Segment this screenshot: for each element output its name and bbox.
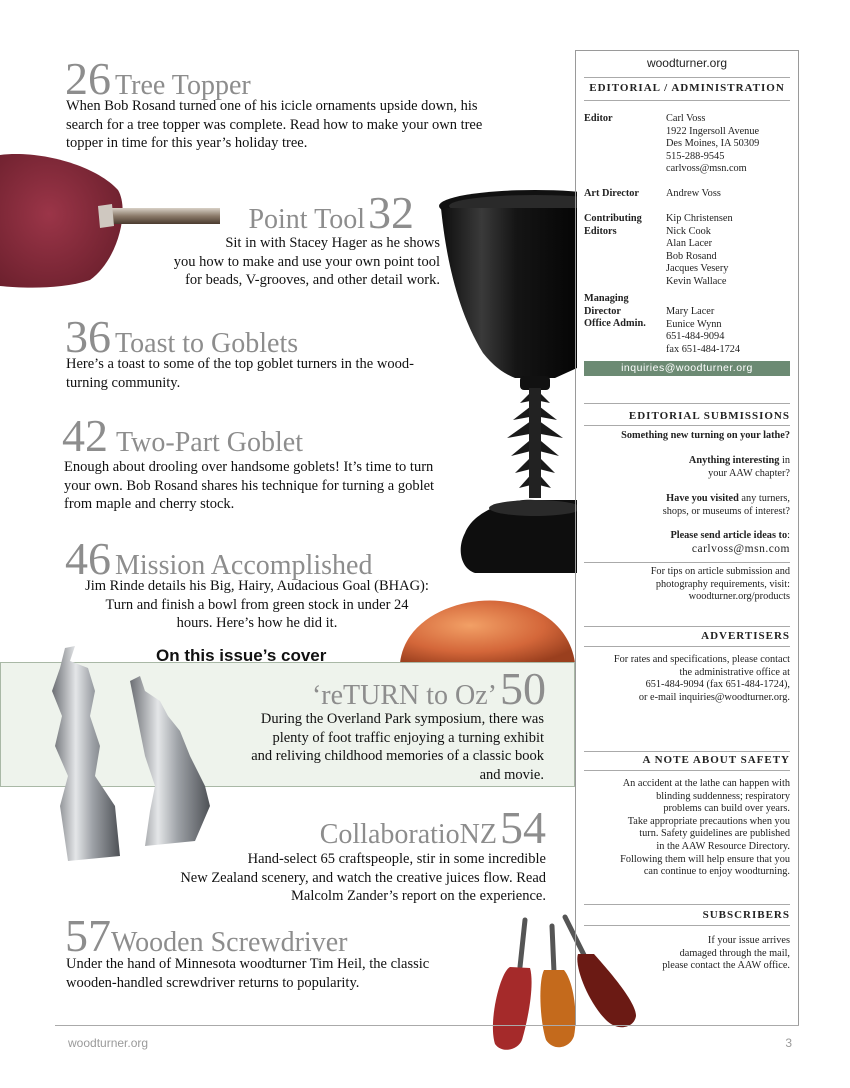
submissions-question-2 — [584, 455, 790, 480]
article-26-line: When Bob Rosand turned one of his icicle ornaments upside down, his — [66, 98, 478, 114]
article-46-description — [62, 577, 452, 633]
submissions-send-ideas — [584, 530, 790, 555]
cover-label: On this issue’s cover — [156, 646, 327, 665]
sidebar-divider — [584, 100, 790, 101]
submissions-question-1: Something new turning on your lathe? — [621, 430, 790, 441]
contributor-name: Alan Lacer — [666, 238, 713, 250]
article-36-heading[interactable] — [65, 311, 299, 362]
sidebar-divider — [584, 562, 790, 563]
article-42-line: Enough about drooling over handsome goblets! It’s time to turn — [64, 459, 434, 475]
sidebar-divider — [584, 646, 790, 647]
editor-email[interactable]: carlvoss@msn.com — [666, 163, 747, 175]
managing-director-contact — [666, 306, 796, 356]
tips-line: For tips on article submission and — [650, 566, 790, 577]
contributor-name: Kevin Wallace — [666, 275, 727, 287]
article-50-line: During the Overland Park symposium, there was — [260, 711, 544, 727]
article-46-page-number: 46 — [65, 533, 111, 584]
editor-name: Carl Voss — [666, 113, 706, 124]
article-46-title: Mission Accomplished — [115, 550, 373, 581]
advertisers-line: For rates and specifications, please contact — [613, 654, 790, 665]
editor-contact — [666, 113, 796, 176]
article-42-page-number: 42 — [62, 410, 108, 461]
article-36-page-number: 36 — [65, 311, 111, 362]
inquiries-email-bar[interactable]: inquiries@woodturner.org — [584, 361, 790, 376]
subscribers-info — [584, 935, 790, 973]
q3-rest: any turners, — [738, 493, 790, 504]
managing-director-label — [584, 293, 659, 331]
sidebar-divider — [584, 403, 790, 404]
sidebar-divider — [584, 925, 790, 926]
article-57-page-number: 57 — [65, 910, 111, 961]
office-phone: 651-484-9094 — [666, 331, 725, 343]
managing-label-line: Director — [584, 305, 621, 317]
q2-line2: your AAW chapter? — [708, 467, 790, 479]
managing-label-line: Office Admin. — [584, 318, 646, 330]
article-46-line: Turn and finish a bowl from green stock in under 24 — [105, 596, 409, 613]
article-36-line: Here’s a toast to some of the top goblet turners in the wood- — [66, 356, 414, 372]
article-50-line: and movie. — [479, 766, 544, 783]
contributing-editors-list — [666, 213, 796, 289]
safety-line: problems can build over years. — [663, 803, 790, 815]
article-42-line: your own. Bob Rosand shares his technique for turning a goblet — [64, 477, 435, 494]
article-26-page-number: 26 — [65, 53, 111, 104]
article-50-heading[interactable] — [250, 663, 546, 714]
sidebar-divider — [584, 77, 790, 78]
article-54-line: New Zealand scenery, and watch the creative juices flow. Read — [180, 869, 546, 886]
article-50-line: and reliving childhood memories of a classic book — [251, 748, 544, 764]
page-number: 3 — [785, 1036, 792, 1050]
safety-line: An accident at the lathe can happen with — [622, 778, 790, 789]
subscribers-heading: SUBSCRIBERS — [702, 909, 790, 921]
article-46-line: Jim Rinde details his Big, Hairy, Audacious Goal (BHAG): — [85, 578, 429, 594]
q2-rest: in — [779, 455, 790, 466]
article-32-page-number: 32 — [368, 187, 414, 238]
office-admin-name: Eunice Wynn — [666, 318, 722, 330]
article-54-page-number: 54 — [500, 802, 546, 853]
article-32-line: for beads, V-grooves, and other detail work. — [185, 272, 440, 288]
q2-bold: Anything interesting — [688, 455, 780, 466]
safety-line: blinding suddenness; respiratory — [656, 790, 790, 802]
sidebar-divider — [584, 751, 790, 752]
sidebar-site-link[interactable]: woodturner.org — [646, 56, 728, 70]
article-54-line: Hand-select 65 craftspeople, stir in some incredible — [247, 851, 546, 867]
article-50-line: plenty of foot traffic enjoying a turning exhibit — [272, 729, 544, 746]
article-26-line: search for a tree topper was complete. Read how to make your own tree — [66, 116, 483, 133]
article-26-description — [66, 97, 546, 153]
tips-line: photography requirements, visit: — [655, 578, 790, 590]
article-50-description — [200, 710, 544, 784]
article-26-line: topper in time for this year’s holiday tree. — [66, 135, 308, 151]
safety-note — [584, 778, 790, 879]
article-54-line: Malcolm Zander’s report on the experience. — [291, 888, 546, 904]
art-director-label: Art Director — [584, 188, 639, 199]
article-32-line: you how to make and use your own point tool — [173, 253, 440, 270]
send-ideas-label: Please send article ideas to — [670, 530, 788, 541]
article-36-description — [66, 355, 466, 392]
contributor-name: Jacques Vesery — [666, 263, 729, 275]
subscribers-line: damaged through the mail, — [679, 947, 790, 959]
article-54-heading[interactable] — [250, 802, 546, 853]
contributing-label-line: Contributing — [584, 213, 642, 224]
article-32-title: Point Tool — [248, 204, 365, 235]
article-46-heading[interactable] — [65, 533, 373, 584]
editorial-submissions-heading: EDITORIAL SUBMISSIONS — [628, 410, 790, 422]
article-32-heading[interactable] — [200, 187, 414, 238]
article-54-title: CollaboratioNZ — [319, 819, 497, 850]
tips-link[interactable]: woodturner.org/products — [688, 591, 790, 603]
contributing-label-line: Editors — [584, 225, 617, 237]
sidebar-divider — [584, 770, 790, 771]
article-36-line: turning community. — [66, 374, 181, 391]
managing-director-name: Mary Lacer — [666, 306, 715, 317]
editorial-admin-heading: EDITORIAL / ADMINISTRATION — [589, 82, 785, 94]
art-director-name: Andrew Voss — [666, 188, 721, 199]
safety-line: in the AAW Resource Directory. — [656, 840, 790, 852]
masthead-sidebar — [575, 50, 799, 1025]
subscribers-line: If your issue arrives — [707, 935, 790, 946]
footer-site-link[interactable]: woodturner.org — [68, 1036, 149, 1050]
contributor-name: Bob Rosand — [666, 250, 717, 262]
article-32-description — [110, 234, 440, 290]
advertisers-info — [584, 654, 790, 704]
article-54-description — [120, 850, 546, 906]
submission-tips — [584, 566, 790, 604]
contributor-name: Nick Cook — [666, 225, 711, 237]
article-32-line: Sit in with Stacey Hager as he shows — [225, 235, 440, 251]
editor-address: 1922 Ingersoll Avenue — [666, 125, 760, 137]
safety-line: Following them will help ensure that you — [620, 853, 790, 865]
article-36-title: Toast to Goblets — [115, 328, 299, 359]
contributing-editors-label — [584, 213, 659, 238]
article-42-line: from maple and cherry stock. — [64, 496, 235, 512]
advertisers-line: the administrative office at — [679, 666, 790, 678]
subscribers-line: please contact the AAW office. — [662, 960, 790, 972]
editor-city: Des Moines, IA 50309 — [666, 138, 760, 150]
article-50-page-number: 50 — [500, 663, 546, 714]
article-57-line: Under the hand of Minnesota woodturner Tim Heil, the classic — [66, 956, 430, 972]
contributor-name: Kip Christensen — [666, 213, 733, 224]
safety-line: can continue to enjoy woodturning. — [643, 866, 790, 878]
safety-heading: A NOTE ABOUT SAFETY — [642, 754, 790, 766]
safety-line: turn. Safety guidelines are published — [639, 828, 790, 840]
editor-phone: 515-288-9545 — [666, 150, 725, 162]
article-57-heading[interactable] — [65, 910, 348, 961]
article-42-heading[interactable] — [62, 410, 304, 461]
submissions-question-3 — [584, 493, 790, 518]
q3-bold: Have you visited — [666, 493, 739, 504]
safety-line: Take appropriate precautions when you — [627, 815, 790, 827]
article-26-heading[interactable] — [65, 53, 251, 104]
editor-label: Editor — [584, 113, 613, 124]
oz-sculpture-photo — [40, 646, 220, 866]
sidebar-divider — [584, 626, 790, 627]
advertisers-line: or e-mail inquiries@woodturner.org. — [638, 691, 790, 703]
article-57-title: Wooden Screwdriver — [111, 927, 348, 958]
article-57-line: wooden-handled screwdriver returns to popularity. — [66, 974, 360, 991]
send-ideas-colon: : — [787, 530, 790, 541]
office-fax: fax 651-484-1724 — [666, 343, 741, 355]
article-50-title: ‘reTURN to Oz’ — [311, 680, 497, 711]
advertisers-line: 651-484-9094 (fax 651-484-1724), — [645, 679, 790, 691]
advertisers-heading: ADVERTISERS — [701, 630, 790, 642]
article-42-title: Two-Part Goblet — [116, 427, 304, 458]
article-26-title: Tree Topper — [115, 70, 251, 101]
article-57-description — [66, 955, 486, 992]
sidebar-divider — [584, 425, 790, 426]
footer-divider — [55, 1025, 799, 1026]
submissions-email[interactable]: carlvoss@msn.com — [691, 542, 790, 555]
article-42-description — [64, 458, 484, 514]
sidebar-divider — [584, 904, 790, 905]
q3-line2: shops, or museums of interest? — [662, 505, 790, 517]
article-46-line: hours. Here’s how he did it. — [176, 615, 338, 631]
managing-label-line: Managing — [584, 293, 629, 304]
